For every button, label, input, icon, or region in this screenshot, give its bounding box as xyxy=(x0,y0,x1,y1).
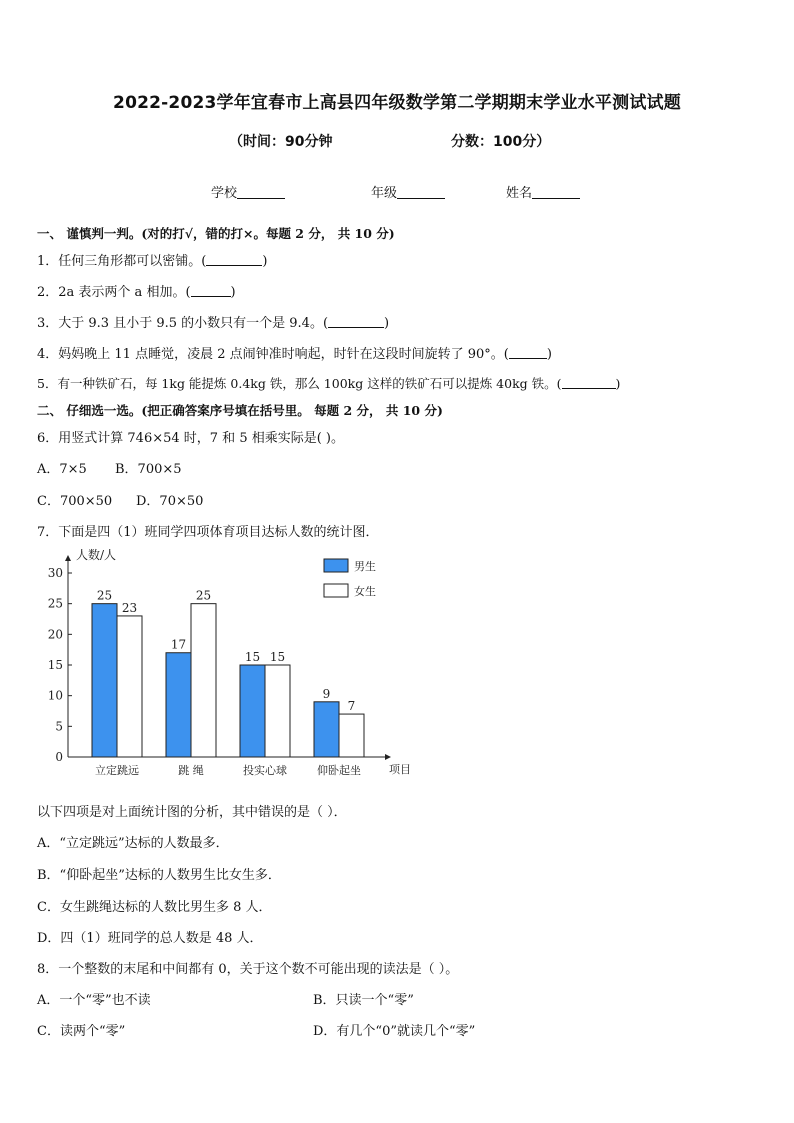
bar-chart xyxy=(40,545,420,785)
question-7-stem: 7．下面是四（1）班同学四项体育项目达标人数的统计图． xyxy=(37,525,379,540)
q7-option-c[interactable]: C．女生跳绳达标的人数比男生多 8 人． xyxy=(37,900,272,915)
y-axis-arrow xyxy=(65,555,71,561)
grade-field[interactable] xyxy=(371,182,445,201)
bar xyxy=(339,714,364,757)
question-8-stem: 8．一个整数的末尾和中间都有 0，关于这个数不可能出现的读法是（ ）。 xyxy=(37,962,459,977)
data-label: 17 xyxy=(170,637,187,652)
q6-option-b[interactable]: B．700×5 xyxy=(115,462,182,477)
category-label: 仰卧起坐 xyxy=(317,764,361,777)
question-5: 5．有一种铁矿石，每 1kg 能提炼 0.4kg 铁，那么 100kg 这样的铁矿石可以提炼 40kg 铁。( ) xyxy=(37,376,621,391)
y-tick-label: 0 xyxy=(55,750,63,764)
name-blank[interactable] xyxy=(532,185,580,199)
data-label: 25 xyxy=(195,588,212,603)
data-label: 23 xyxy=(121,600,138,615)
q7-option-a[interactable]: A．“立定跳远”达标的人数最多． xyxy=(37,836,229,851)
section2-heading: 二、 仔细选一选。(把正确答案序号填在括号里。 每题 2 分， 共 10 分) xyxy=(37,403,443,418)
q6-option-d[interactable]: D．70×50 xyxy=(136,494,204,509)
bar xyxy=(265,665,290,757)
question-2: 2．2a 表示两个 a 相加。( ) xyxy=(37,285,236,300)
data-label: 7 xyxy=(347,699,356,714)
question-4: 4．妈妈晚上 11 点睡觉，凌晨 2 点闹钟准时响起，时针在这段时间旋转了 90°。( ) xyxy=(37,347,552,362)
grade-blank[interactable] xyxy=(397,185,445,199)
data-label: 25 xyxy=(96,588,113,603)
q8-option-c[interactable]: C．读两个“零” xyxy=(37,1024,126,1039)
q8-option-b[interactable]: B．只读一个“零” xyxy=(313,993,414,1008)
question-1: 1．任何三角形都可以密铺。( ) xyxy=(37,254,268,269)
q6-option-c[interactable]: C．700×50 xyxy=(37,494,113,509)
grade-label: 年级 xyxy=(371,186,398,201)
time-label: （时间：90分钟 xyxy=(229,134,333,150)
y-tick-label: 10 xyxy=(47,688,63,703)
category-label: 跳 绳 xyxy=(178,764,204,777)
legend-swatch xyxy=(324,559,348,572)
answer-blank-2[interactable] xyxy=(191,284,231,297)
bar xyxy=(166,653,191,757)
answer-blank-1[interactable] xyxy=(206,253,262,266)
q8-option-d[interactable]: D．有几个“0”就读几个“零” xyxy=(313,1024,476,1039)
answer-blank-3[interactable] xyxy=(328,315,384,328)
school-blank[interactable] xyxy=(237,185,285,199)
bar xyxy=(314,702,339,757)
name-field[interactable] xyxy=(506,182,580,201)
q7-option-b[interactable]: B．“仰卧起坐”达标的人数男生比女生多． xyxy=(37,868,281,883)
y-axis-label: 人数/人 xyxy=(76,548,117,562)
data-label: 15 xyxy=(244,650,261,664)
q8-option-a[interactable]: A．一个“零”也不读 xyxy=(37,993,151,1008)
score-label: 分数：100分） xyxy=(451,134,551,150)
legend-label: 男生 xyxy=(354,560,376,573)
bar xyxy=(191,604,216,757)
question-3: 3．大于 9.3 且小于 9.5 的小数只有一个是 9.4。( ) xyxy=(37,316,390,331)
name-label: 姓名 xyxy=(506,186,533,201)
bar xyxy=(92,604,117,757)
category-label: 投实心球 xyxy=(243,764,287,777)
school-field[interactable] xyxy=(211,182,285,201)
bar xyxy=(240,665,265,757)
category-label: 立定跳远 xyxy=(95,764,139,777)
y-tick-label: 30 xyxy=(47,566,63,580)
chart-legend xyxy=(324,559,376,598)
question-7-prompt: 以下四项是对上面统计图的分析，其中错误的是（ ）． xyxy=(37,805,347,820)
data-label: 9 xyxy=(322,686,331,701)
school-label: 学校 xyxy=(211,186,238,201)
chart-bars xyxy=(92,589,364,777)
data-label: 15 xyxy=(269,650,286,664)
q6-option-a[interactable]: A．7×5 xyxy=(37,462,87,477)
y-tick-label: 15 xyxy=(47,658,63,672)
x-axis-label: 项目 xyxy=(389,763,411,776)
y-tick-label: 25 xyxy=(47,596,63,611)
answer-blank-4[interactable] xyxy=(509,346,547,359)
page-title: 2022-2023学年宜春市上高县四年级数学第二学期期末学业水平测试试题 xyxy=(113,93,681,113)
q7-option-d[interactable]: D．四（1）班同学的总人数是 48 人． xyxy=(37,931,263,946)
legend-swatch xyxy=(324,584,348,597)
question-6-stem: 6．用竖式计算 746×54 时，7 和 5 相乘实际是( )。 xyxy=(37,431,344,446)
answer-blank-5[interactable] xyxy=(562,376,616,389)
y-tick-label: 5 xyxy=(55,719,63,734)
x-axis-arrow xyxy=(385,754,391,760)
bar xyxy=(117,616,142,757)
y-tick-label: 20 xyxy=(47,627,63,642)
section1-heading: 一、 谨慎判一判。(对的打√，错的打×。每题 2 分， 共 10 分) xyxy=(37,226,395,241)
legend-label: 女生 xyxy=(354,585,376,598)
